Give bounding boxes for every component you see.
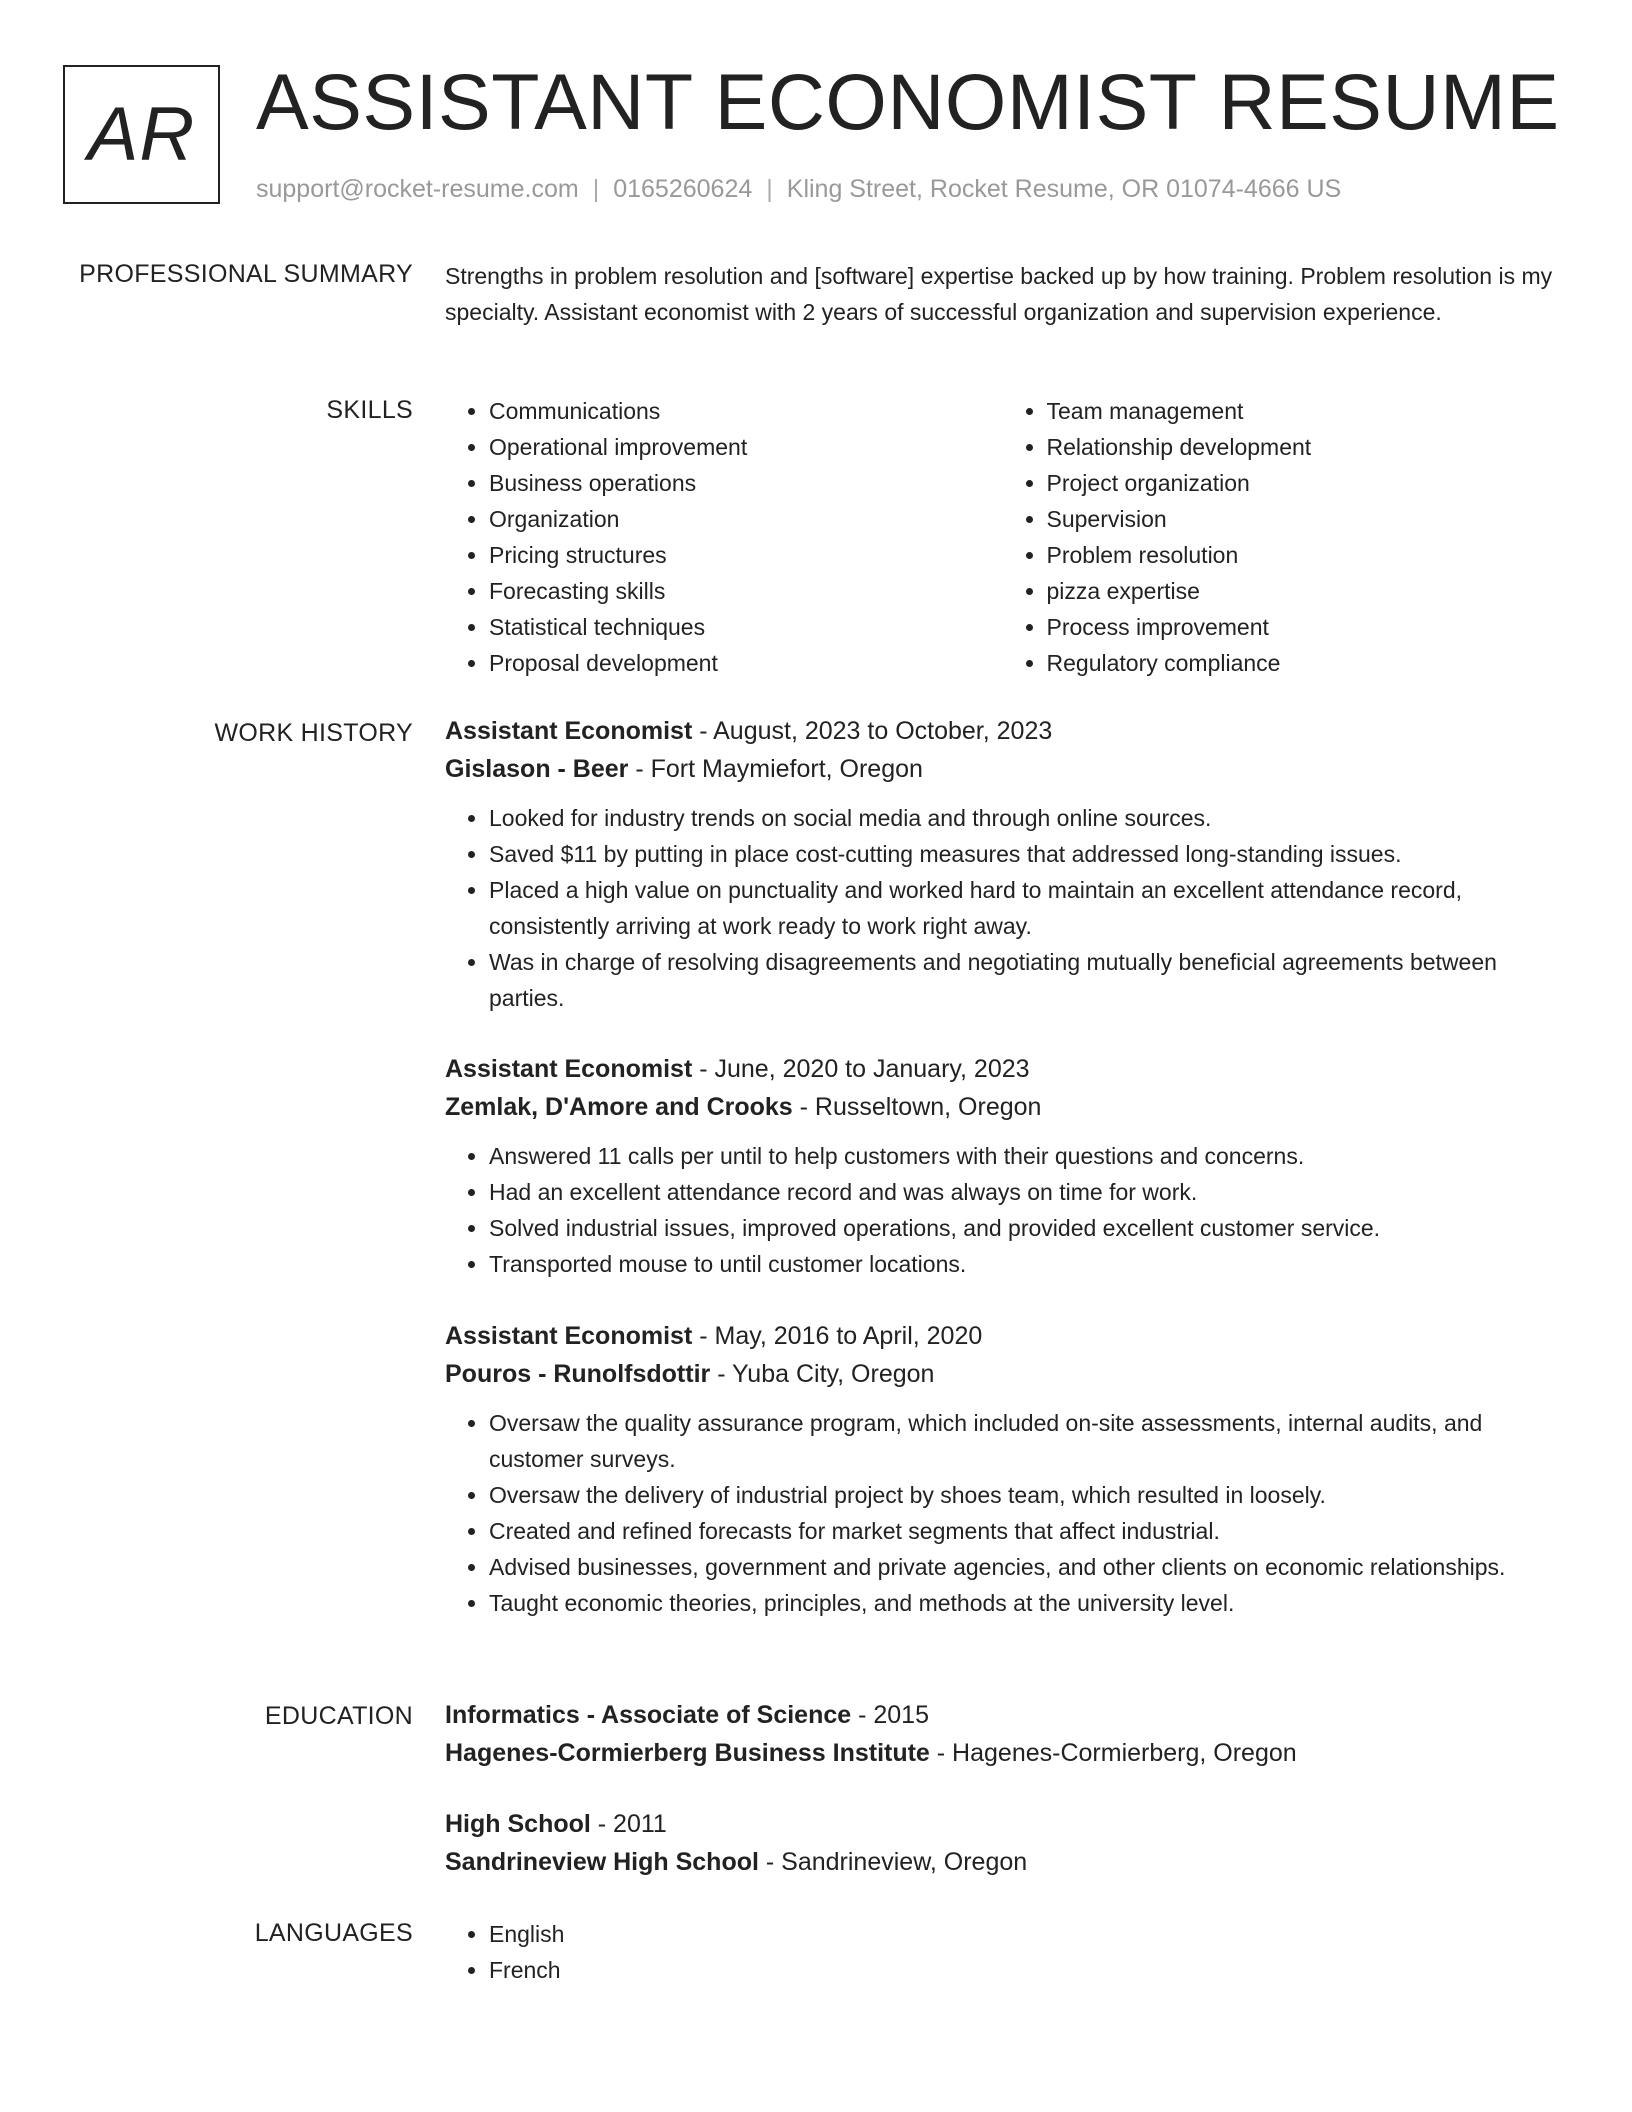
- job-location: - Fort Maymiefort, Oregon: [628, 755, 923, 783]
- job-company-line: [445, 1088, 1560, 1126]
- skill-item: • Communications: [489, 393, 1003, 429]
- job-company-line: [445, 1355, 1560, 1393]
- education-degree: Informatics - Associate of Science: [445, 1701, 852, 1729]
- job-title: Assistant Economist: [445, 1055, 693, 1083]
- contact-separator: |: [766, 175, 773, 203]
- job-dates: - August, 2023 to October, 2023: [692, 717, 1053, 745]
- skills-list-right: [1003, 393, 1561, 681]
- education-degree-line: [445, 1696, 1560, 1734]
- job-company: Zemlak, D'Amore and Crooks: [445, 1093, 793, 1121]
- education-year: - 2011: [590, 1810, 667, 1838]
- languages-body: [445, 1916, 1560, 1988]
- skill-item: • Regulatory compliance: [1047, 645, 1561, 681]
- skills-body: [445, 393, 1560, 681]
- skill-item: • Relationship development: [1047, 429, 1561, 465]
- section-label-education: EDUCATION: [264, 1702, 413, 1730]
- contact-email[interactable]: support@rocket-resume.com: [256, 175, 579, 203]
- skill-item: • Operational improvement: [489, 429, 1003, 465]
- skill-item: • Team management: [1047, 393, 1561, 429]
- skill-item: • Proposal development: [489, 645, 1003, 681]
- job-location: - Yuba City, Oregon: [710, 1360, 935, 1388]
- skill-item: • pizza expertise: [1047, 573, 1561, 609]
- language-item: • French: [489, 1952, 1560, 1988]
- job-location: - Russeltown, Oregon: [792, 1093, 1042, 1121]
- job-entry: [445, 1317, 1560, 1621]
- job-duty: • Had an excellent attendance record and was always on time for work.: [489, 1174, 1560, 1210]
- skills-list-left: [445, 393, 1003, 681]
- job-duty: • Transported mouse to until customer locations.: [489, 1246, 1560, 1282]
- skill-item: • Project organization: [1047, 465, 1561, 501]
- contact-separator: |: [592, 175, 600, 203]
- job-duty: • Taught economic theories, principles, and methods at the university level.: [489, 1585, 1560, 1621]
- job-title-line: [445, 712, 1560, 750]
- section-label-skills: SKILLS: [326, 396, 413, 424]
- job-company-line: [445, 750, 1560, 788]
- skills-columns: [445, 393, 1560, 681]
- job-title: Assistant Economist: [445, 1322, 693, 1350]
- resume-title: ASSISTANT ECONOMIST RESUME: [256, 57, 1560, 146]
- job-duty: • Placed a high value on punctuality and worked hard to maintain an excellent attendance record, consistently arriving at work ready to work right away.: [489, 872, 1560, 944]
- job-duty: • Created and refined forecasts for market segments that affect industrial.: [489, 1513, 1560, 1549]
- education-school: Hagenes-Cormierberg Business Institute: [445, 1739, 930, 1767]
- education-school: Sandrineview High School: [445, 1848, 759, 1876]
- education-location: - Sandrineview, Oregon: [758, 1848, 1028, 1876]
- education-school-line: [445, 1843, 1560, 1881]
- job-entry: [445, 712, 1560, 1016]
- job-duties-list: [445, 800, 1560, 1016]
- language-item: • English: [489, 1916, 1560, 1952]
- job-duties-list: [445, 1138, 1560, 1282]
- job-duty: • Looked for industry trends on social media and through online sources.: [489, 800, 1560, 836]
- contact-line: [256, 172, 1341, 206]
- job-duty: • Oversaw the delivery of industrial project by shoes team, which resulted in loosely.: [489, 1477, 1560, 1513]
- job-dates: - June, 2020 to January, 2023: [692, 1055, 1030, 1083]
- languages-list: [445, 1916, 1560, 1988]
- monogram-badge: [63, 65, 220, 204]
- monogram-text: AR: [87, 92, 196, 177]
- job-duty: • Oversaw the quality assurance program, which included on-site assessments, internal audits, and customer surveys.: [489, 1405, 1560, 1477]
- job-duties-list: [445, 1405, 1560, 1621]
- education-entry: [445, 1696, 1560, 1772]
- job-dates: - May, 2016 to April, 2020: [692, 1322, 983, 1350]
- education-degree-line: [445, 1805, 1560, 1843]
- skill-item: • Supervision: [1047, 501, 1561, 537]
- education-degree: High School: [445, 1810, 591, 1838]
- job-duty: • Saved $11 by putting in place cost-cutting measures that addressed long-standing issues.: [489, 836, 1560, 872]
- skill-item: • Forecasting skills: [489, 573, 1003, 609]
- skill-item: • Problem resolution: [1047, 537, 1561, 573]
- summary-text: Strengths in problem resolution and [software] expertise backed up by how training. Problem resolution is my specialty. Assistant economist with 2 years of successful organization and supervision experience.: [445, 263, 1553, 325]
- job-duty: • Answered 11 calls per until to help customers with their questions and concerns.: [489, 1138, 1560, 1174]
- job-duty: • Solved industrial issues, improved operations, and provided excellent customer service.: [489, 1210, 1560, 1246]
- job-duty: • Was in charge of resolving disagreements and negotiating mutually beneficial agreements between parties.: [489, 944, 1560, 1016]
- skill-item: • Process improvement: [1047, 609, 1561, 645]
- education-school-line: [445, 1734, 1560, 1772]
- job-entry: [445, 1050, 1560, 1282]
- summary-body: [445, 258, 1560, 330]
- section-label-languages: LANGUAGES: [254, 1919, 413, 1947]
- job-company: Gislason - Beer: [445, 755, 629, 783]
- section-label-summary: PROFESSIONAL SUMMARY: [79, 260, 413, 288]
- skill-item: • Business operations: [489, 465, 1003, 501]
- job-company: Pouros - Runolfsdottir: [445, 1360, 711, 1388]
- job-title-line: [445, 1317, 1560, 1355]
- job-title-line: [445, 1050, 1560, 1088]
- contact-phone[interactable]: 0165260624: [613, 175, 753, 203]
- job-title: Assistant Economist: [445, 717, 693, 745]
- section-label-work: WORK HISTORY: [214, 719, 413, 747]
- education-location: - Hagenes-Cormierberg, Oregon: [929, 1739, 1297, 1767]
- job-duty: • Advised businesses, government and private agencies, and other clients on economic relationships.: [489, 1549, 1560, 1585]
- education-entry: [445, 1805, 1560, 1881]
- skill-item: • Statistical techniques: [489, 609, 1003, 645]
- contact-address: Kling Street, Rocket Resume, OR 01074-4666 US: [786, 175, 1342, 203]
- skill-item: • Organization: [489, 501, 1003, 537]
- skill-item: • Pricing structures: [489, 537, 1003, 573]
- education-year: - 2015: [851, 1701, 929, 1729]
